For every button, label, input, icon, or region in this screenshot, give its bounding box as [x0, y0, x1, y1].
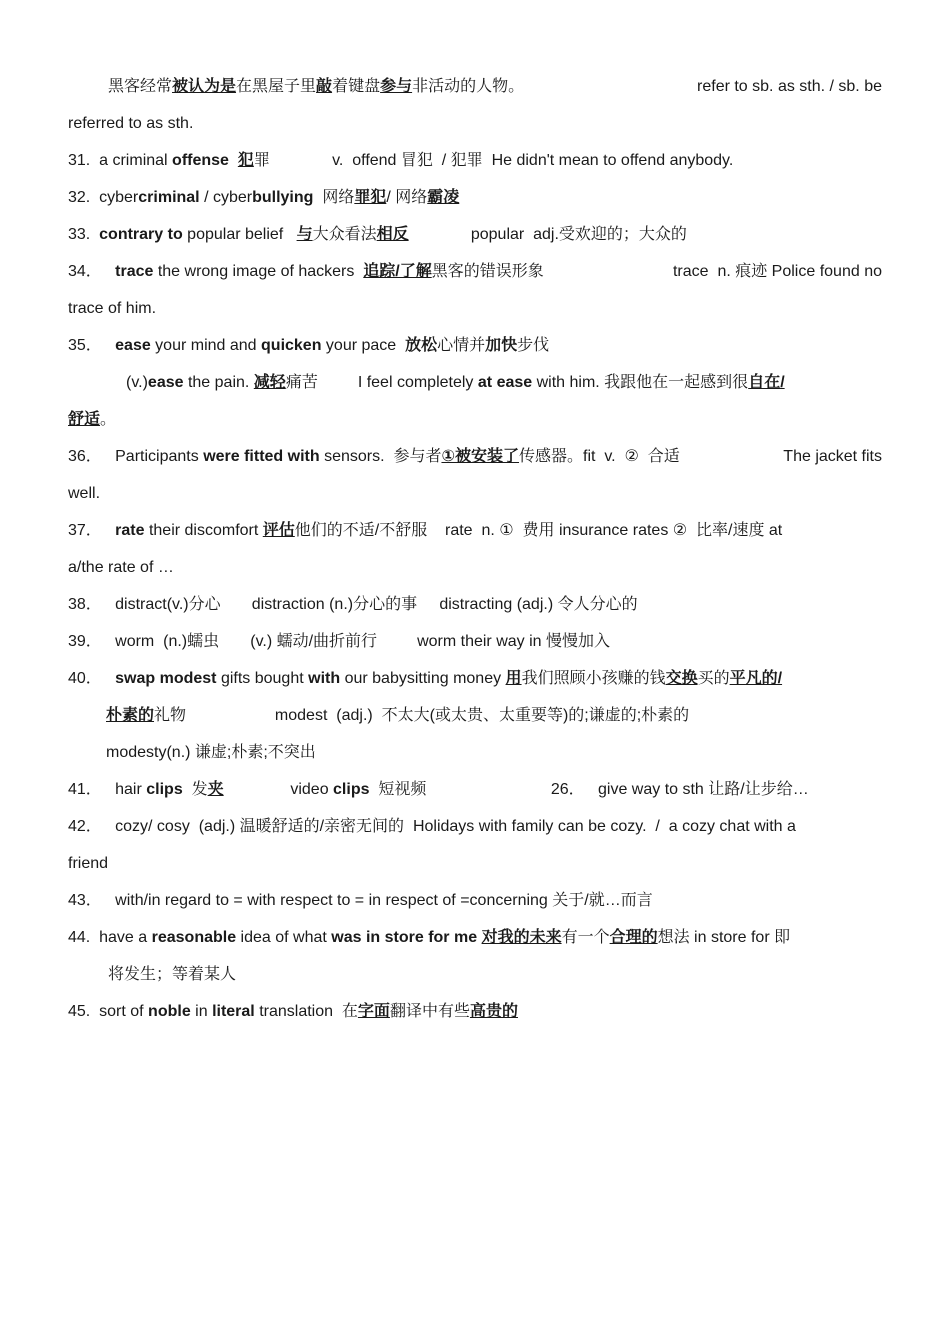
text-run: 在黑屋子里 — [236, 78, 317, 95]
bold-term: literal — [212, 1003, 255, 1020]
text-run: 罪 — [253, 152, 270, 169]
bold-term: 放松 — [405, 337, 438, 354]
text-run: trace of him. — [68, 300, 157, 317]
bold-term: was in store for me — [331, 929, 478, 946]
text-run: 礼物 modest (adj.) 不太大(或太贵、太重要等)的;谦虚的;朴素的 — [154, 707, 690, 724]
line-content — [68, 115, 193, 132]
line-content — [68, 670, 782, 687]
bold-term: trace — [115, 263, 154, 280]
line-content — [68, 152, 733, 169]
text-line — [68, 919, 882, 956]
bold-term: 加快 — [485, 337, 518, 354]
text-line — [68, 586, 882, 623]
bold-term: quicken — [261, 337, 322, 354]
text-run: 35． — [68, 337, 116, 354]
text-run: 34． — [68, 263, 116, 280]
text-line — [68, 734, 882, 771]
text-line — [68, 475, 882, 512]
underlined-term: 罪犯 — [354, 189, 387, 206]
text-line — [68, 364, 882, 401]
line-content — [108, 78, 524, 95]
bold-term: criminal — [138, 189, 200, 206]
text-run: 步伐 — [517, 337, 550, 354]
text-run: referred to as sth. — [68, 115, 194, 132]
text-run: well. — [68, 485, 101, 502]
text-run: (v.) — [126, 374, 148, 391]
line-content — [106, 744, 316, 761]
text-run: 黑客的错误形象 — [431, 263, 544, 280]
text-line — [68, 845, 882, 882]
text-run: 想法 in store for 即 — [657, 929, 791, 946]
text-run: the wrong image of hackers — [153, 263, 364, 280]
text-run: 黑客经常 — [108, 78, 173, 95]
text-run: gifts bought — [216, 670, 309, 687]
text-run: 发 — [182, 781, 208, 798]
underlined-term: 相反 — [376, 226, 409, 243]
text-run: 翻译中有些 — [389, 1003, 470, 1020]
text-run: 短视频 26． give way to sth 让路/让步给… — [369, 781, 809, 798]
text-line — [68, 771, 882, 808]
text-line — [68, 253, 882, 290]
text-run: your mind and — [150, 337, 262, 354]
text-line — [68, 438, 882, 475]
line-content — [68, 929, 790, 946]
underlined-term: 自在/ — [748, 374, 785, 391]
text-run: 36． Participants — [68, 448, 204, 465]
line-content — [126, 374, 785, 391]
text-line — [68, 660, 882, 697]
line-content — [106, 707, 689, 724]
line-content — [68, 189, 459, 206]
underlined-term: 对我的未来 — [481, 929, 562, 946]
line-content — [68, 1003, 518, 1020]
line-content — [68, 781, 809, 798]
line-content — [68, 411, 116, 428]
text-line — [68, 68, 882, 105]
text-run: 37． — [68, 522, 116, 539]
underlined-term: 交换 — [665, 670, 698, 687]
underlined-term: 减轻 — [253, 374, 286, 391]
text-run: 33. — [68, 226, 100, 243]
document-page — [68, 68, 882, 1030]
text-run: 我们照顾小孩赚的钱 — [521, 670, 666, 687]
text-run: 42． cozy/ cosy (adj.) 温暖舒适的/亲密无间的 Holidays with family can be cozy. / a cozy chat with a — [68, 818, 796, 835]
line-content — [68, 448, 680, 465]
text-run: sensors. 参与者 — [319, 448, 442, 465]
text-line — [68, 623, 882, 660]
text-run: with him. 我跟他在一起感到很 — [532, 374, 749, 391]
bold-term: bullying — [252, 189, 314, 206]
line-content — [68, 855, 108, 872]
text-run: 40． — [68, 670, 116, 687]
underlined-term: 用 — [505, 670, 522, 687]
underlined-term: 与 — [296, 226, 313, 243]
bold-term: reasonable — [151, 929, 237, 946]
text-run: 痛苦 I feel completely — [285, 374, 478, 391]
text-line — [68, 142, 882, 179]
bold-term: ease — [147, 374, 184, 391]
text-run: 非活动的人物。 — [412, 78, 525, 95]
bold-term: ease — [115, 337, 151, 354]
bold-term: noble — [148, 1003, 191, 1020]
text-run: 38． distract(v.)分心 distraction (n.)分心的事 distracting (adj.) 令人分心的 — [68, 596, 638, 613]
text-run: your pace — [321, 337, 406, 354]
underlined-term: 犯 — [237, 152, 254, 169]
text-run: in — [190, 1003, 213, 1020]
underlined-term: 平凡的/ — [729, 670, 783, 687]
text-run: 39． worm (n.)蠕虫 (v.) 蠕动/曲折前行 worm their way in 慢慢加入 — [68, 633, 610, 650]
text-run: 传感器。fit v. ② 合适 — [519, 448, 680, 465]
text-run: our babysitting money — [340, 670, 506, 687]
text-run: / 网络 — [386, 189, 428, 206]
bold-term: contrary to — [99, 226, 183, 243]
bold-term: clips — [333, 781, 370, 798]
text-run: video — [223, 781, 334, 798]
text-line — [68, 327, 882, 364]
text-run: popular belief — [182, 226, 297, 243]
line-content — [68, 485, 100, 502]
text-line — [68, 808, 882, 845]
line-content — [68, 337, 549, 354]
line-content — [68, 596, 638, 613]
text-run: the pain. — [183, 374, 254, 391]
text-run: a/the rate of … — [68, 559, 174, 576]
text-run: idea of what — [236, 929, 332, 946]
underlined-term: 高贵的 — [469, 1003, 518, 1020]
text-run: popular adj.受欢迎的；大众的 — [408, 226, 687, 243]
text-run: 41． hair — [68, 781, 147, 798]
text-run: translation 在 — [254, 1003, 358, 1020]
line-content — [68, 633, 610, 650]
line-right-text: refer to sb. as sth. / sb. be — [697, 78, 882, 95]
underlined-term: 参与 — [380, 78, 413, 95]
text-run: 他们的不适/不舒服 rate n. ① 费用 insurance rates ② 比率/速度 at — [294, 522, 783, 539]
text-run: their discomfort — [144, 522, 263, 539]
underlined-term: 霸凌 — [427, 189, 460, 206]
text-run: modesty(n.) 谦虚;朴素;不突出 — [106, 744, 316, 761]
text-run: 45. sort of — [68, 1003, 149, 1020]
text-run: 32. cyber — [68, 189, 139, 206]
bold-term: offense — [172, 152, 229, 169]
underlined-term: 夹 — [207, 781, 224, 798]
line-content — [68, 892, 653, 909]
text-run: / cyber — [199, 189, 253, 206]
bold-term: at ease — [477, 374, 533, 391]
line-content — [68, 818, 796, 835]
text-run — [229, 152, 238, 169]
bold-term: swap modest — [115, 670, 217, 687]
text-run: 将发生；等着某人 — [108, 966, 237, 983]
underlined-term: 字面 — [357, 1003, 390, 1020]
text-line — [68, 401, 882, 438]
text-run: 。 — [100, 411, 117, 428]
bold-term: rate — [115, 522, 145, 539]
underlined-term: 被认为是 — [172, 78, 237, 95]
text-line — [68, 512, 882, 549]
line-content — [68, 300, 156, 317]
line-content — [108, 966, 236, 983]
underlined-term: 追踪/了解 — [363, 263, 432, 280]
bold-term: were fitted with — [203, 448, 320, 465]
text-run: 31. a criminal — [68, 152, 173, 169]
text-line — [68, 105, 882, 142]
text-run: 43． with/in regard to = with respect to = in respect of =concerning 关于/就…而言 — [68, 892, 653, 909]
text-run: 心情并 — [437, 337, 486, 354]
text-line — [68, 549, 882, 586]
text-run: v. offend 冒犯 / 犯罪 He didn't mean to offend anybody. — [269, 152, 734, 169]
bold-term: clips — [146, 781, 183, 798]
text-line — [68, 290, 882, 327]
text-line — [68, 882, 882, 919]
underlined-term: 合理的 — [609, 929, 658, 946]
text-line — [68, 179, 882, 216]
text-run: 有一个 — [561, 929, 610, 946]
text-run: 买的 — [697, 670, 730, 687]
underlined-term: 朴素的 — [106, 707, 155, 724]
line-content — [68, 522, 782, 539]
text-line — [68, 993, 882, 1030]
line-right-text: trace n. 痕迹 Police found no — [672, 263, 882, 280]
line-content — [68, 226, 687, 243]
line-right-text: The jacket fits — [783, 448, 882, 465]
underlined-term: 评估 — [262, 522, 295, 539]
text-line — [68, 697, 882, 734]
text-run: 网络 — [313, 189, 355, 206]
underlined-term: 舒适 — [68, 411, 101, 428]
bold-term: with — [308, 670, 341, 687]
underlined-term: ①被安装了 — [441, 448, 520, 465]
text-line — [68, 216, 882, 253]
line-content — [68, 559, 174, 576]
text-run: friend — [68, 855, 109, 872]
text-run: 着键盘 — [332, 78, 381, 95]
text-run: 大众看法 — [312, 226, 377, 243]
text-line — [68, 956, 882, 993]
underlined-term: 敲 — [316, 78, 333, 95]
line-content — [68, 263, 544, 280]
text-run: 44. have a — [68, 929, 152, 946]
